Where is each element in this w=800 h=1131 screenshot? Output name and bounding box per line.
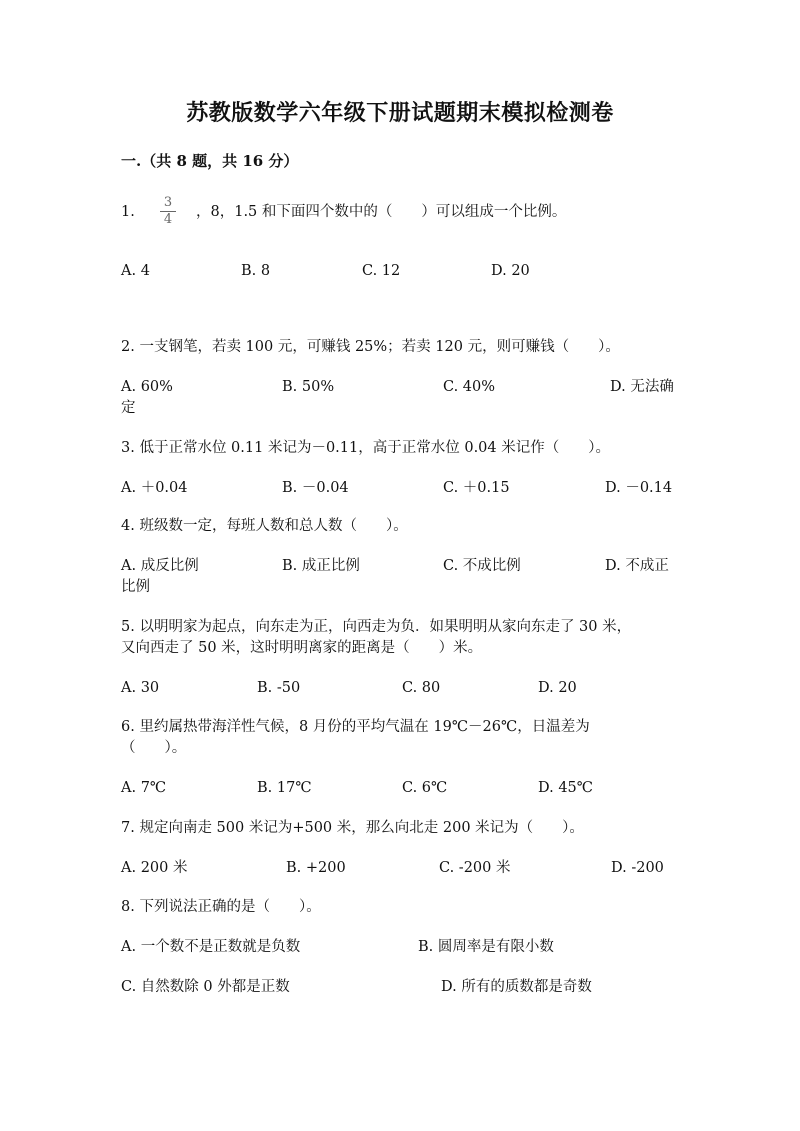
page-title: 苏教版数学六年级下册试题期末模拟检测卷 bbox=[186, 100, 614, 126]
q2-stem: 2. 一支钢笔，若卖 100 元，可赚钱 25%；若卖 120 元，则可赚钱（ ）。 bbox=[121, 339, 620, 355]
q2-option-c: C. 40% bbox=[443, 379, 496, 395]
q1-option-a: A. 4 bbox=[121, 263, 150, 279]
q3-stem: 3. 低于正常水位 0.11 米记为－0.11，高于正常水位 0.04 米记作（ ）。 bbox=[121, 440, 610, 456]
q8-option-d: D. 所有的质数都是奇数 bbox=[441, 979, 592, 995]
q7-option-d: D. -200 bbox=[611, 860, 664, 876]
q6-option-b: B. 17℃ bbox=[257, 780, 312, 796]
q1-fraction-denominator: 4 bbox=[163, 212, 173, 227]
q3-option-b: B. －0.04 bbox=[282, 480, 349, 496]
q4-option-b: B. 成正比例 bbox=[282, 558, 360, 574]
q1-option-d: D. 20 bbox=[491, 263, 530, 279]
q8-option-c: C. 自然数除 0 外都是正数 bbox=[121, 979, 290, 995]
q4-option-a: A. 成反比例 bbox=[121, 558, 199, 574]
q8-option-a: A. 一个数不是正数就是负数 bbox=[121, 939, 301, 955]
q4-option-c: C. 不成比例 bbox=[443, 558, 521, 574]
q8-option-b: B. 圆周率是有限小数 bbox=[418, 939, 554, 955]
q6-option-a: A. 7℃ bbox=[121, 780, 167, 796]
q7-option-c: C. -200 米 bbox=[439, 860, 511, 876]
q5-option-b: B. -50 bbox=[257, 680, 301, 696]
q1-option-c: C. 12 bbox=[362, 263, 401, 279]
q1-fraction bbox=[160, 196, 176, 227]
q3-option-d: D. －0.14 bbox=[605, 480, 673, 496]
q5-option-c: C. 80 bbox=[402, 680, 441, 696]
q7-stem: 7. 规定向南走 500 米记为+500 米，那么向北走 200 米记为（ ）。 bbox=[121, 820, 584, 836]
q7-option-b: B. +200 bbox=[286, 860, 346, 876]
q1-option-b: B. 8 bbox=[241, 263, 271, 279]
q4-option-d: D. 不成正 bbox=[605, 558, 669, 574]
q8-stem: 8. 下列说法正确的是（ ）。 bbox=[121, 899, 321, 915]
q3-option-c: C. ＋0.15 bbox=[443, 480, 510, 496]
q5-stem-line-1: 5. 以明明家为起点，向东走为正，向西走为负．如果明明从家向东走了 30 米， bbox=[121, 619, 632, 635]
q5-option-a: A. 30 bbox=[121, 680, 160, 696]
q1-stem: ，8，1.5 和下面四个数中的（ ）可以组成一个比例。 bbox=[196, 204, 567, 220]
q2-option-d: D. 无法确 bbox=[610, 379, 674, 395]
q1-fraction-numerator: 3 bbox=[163, 195, 173, 210]
q1-number: 1. bbox=[121, 204, 135, 220]
section-heading: 一.（共 8 题，共 16 分） bbox=[121, 152, 299, 170]
q4-stem: 4. 班级数一定，每班人数和总人数（ ）。 bbox=[121, 518, 408, 534]
q3-option-a: A. ＋0.04 bbox=[121, 480, 188, 496]
q4-option-d-wrap: 比例 bbox=[121, 579, 150, 595]
q5-stem-line-2: 又向西走了 50 米，这时明明离家的距离是（ ）米。 bbox=[121, 640, 483, 656]
q6-stem-line-1: 6. 里约属热带海洋性气候，8 月份的平均气温在 19℃－26℃，日温差为 bbox=[121, 719, 590, 735]
q2-option-b: B. 50% bbox=[282, 379, 335, 395]
q6-option-d: D. 45℃ bbox=[538, 780, 593, 796]
q2-option-a: A. 60% bbox=[121, 379, 173, 395]
q6-stem-line-2: （ ）。 bbox=[121, 740, 187, 756]
q7-option-a: A. 200 米 bbox=[121, 860, 188, 876]
q6-option-c: C. 6℃ bbox=[402, 780, 448, 796]
q5-option-d: D. 20 bbox=[538, 680, 577, 696]
q2-option-d-wrap: 定 bbox=[121, 400, 136, 416]
